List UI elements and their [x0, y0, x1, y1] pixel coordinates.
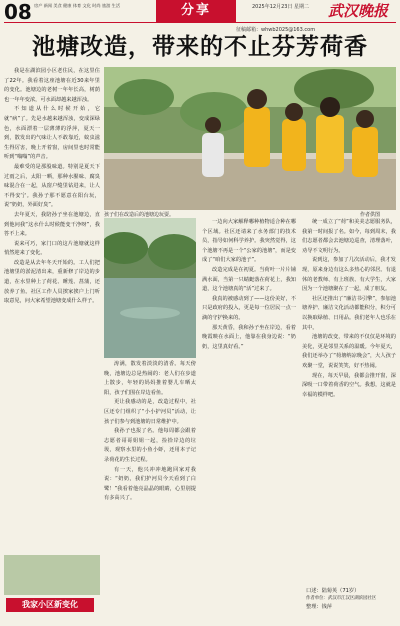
paragraph: 涛满，散发着淡淡的清香。每天傍晚，池塘边总是热闹的：老人们在步道上散步，年轻的妈妈推着婴儿车晒太阳，孩子们围在岸边看鱼。 — [104, 361, 196, 396]
paragraph: 不知道从什么时候开始，它就“病”了。先是水越来越浑浊，变成深绿色，水面漂着一层薄薄的浮萍，夏天一到，散发出的气味让人不敢靠近，蚊虫滋生得厉害，晚上开着窗，房间里也时常能听到“嗡嗡”的声音。 — [4, 106, 100, 161]
paragraph: 说到这，参加了几次活动后，我才发现，原来身边有这么多热心的邻居。有退休的老教师、有上班族、有大学生，大家因为一个池塘聚在了一起，成了朋友。 — [302, 257, 396, 293]
paragraph: 最难受的是那股味道。特别是夏天下过雨之后，太阳一晒，那种水腥味、腐臭味混合在一起，从窗户缝里钻进来，让人不得安宁。我孙子那不愿意在阳台玩，说“奶奶，外面好臭”。 — [4, 163, 100, 209]
article-photo-pond-view — [104, 218, 196, 358]
paragraph: 说来可巧，家门口的这片池塘就这样悄然迎来了变化。 — [4, 240, 100, 257]
article-column-2 — [104, 360, 196, 610]
paragraph: 我是在湖滨园小区老住民，在这里住了22年。我看着这座池塘在近30来年里的变化。池塘边的老树一年年长高，树荫也一年年变浓，可水面却越来越浑浊。 — [4, 68, 100, 103]
article-photo-children-at-pond — [104, 67, 396, 210]
category-strip: 房产 新闻 美食 健康 体育 文化 时尚 旅游 生活 — [34, 3, 121, 8]
paragraph: 一边向大家解释哪种植物适合种在哪个区域。社区还请来了水务部门的技术员，指导如何科学养护。我突然觉得，这个池塘不再是一个“公家的池塘”，而是变成了“咱们大家的池子”。 — [202, 219, 296, 264]
article-headline: 池塘改造，带来的不止芬芳荷香 — [32, 33, 368, 60]
paragraph: 更让我感动的是，改造过程中，社区还专门组织了“小小护河员”活动，让孩子们参与到池塘的日常维护中。 — [104, 399, 196, 425]
photo-credit: 作者供图 — [360, 212, 381, 218]
header-rule — [4, 22, 396, 23]
photo-caption: 孩子们在改造后的池塘边玩耍。 — [104, 212, 175, 218]
author-name: 口述：陆菊英（71岁） — [306, 588, 360, 594]
paragraph: 去年夏天，我陪孙子坐在池塘边，直到他问我“这水什么时候能变干净呀”，我答不上来。 — [4, 211, 100, 238]
paragraph: 我真的被感动到了——这份美好，不只是政府的投入，更是每一位居民一点一滴的守护换来的。 — [202, 295, 296, 321]
issue-date: 2025年12月23日 星期二 — [252, 4, 310, 10]
newspaper-logo: 武汉晚报 — [328, 2, 389, 20]
masthead — [0, 0, 400, 24]
paragraph: 改造完成是在初夏。当荷叶一片片铺满水面，当第一只蜻蜓落在荷花上，我知道，这个池塘真的“活”过来了。 — [202, 266, 296, 293]
article-column-1 — [4, 67, 100, 552]
section-label: 分享 — [156, 0, 236, 22]
paragraph: 有一天，他兴冲冲地跑回家对我说：“奶奶，我们护河员今天看到了白鹭！”我看着他亮晶晶的眼睛，心里别提有多高兴了。 — [104, 466, 196, 502]
paragraph: 改造是从去年冬天开始的。工人们把池塘里的淤泥清出来，重新修了岸边的步道，在水里种上了荷花、睡莲、菖蒲，还放养了鱼。社区工作人员挨家挨户上门听取意见，问大家希望池塘变成什么样子。 — [4, 259, 100, 305]
submission-email: 征稿邮箱：whwb2025@163.com — [236, 27, 316, 33]
article-column-3 — [202, 218, 296, 610]
sidebar-decoration — [4, 555, 100, 595]
paragraph: 现在，每天早晨，我都会推开窗，深深吸一口带着荷香的空气。我想，这就是幸福的模样吧。 — [302, 372, 396, 398]
paragraph: 我孙子也报了名。他每周都会跟着志愿者哥哥姐姐一起，捡拾岸边的垃圾，观察水里的小鱼小虾，还用本子记录荷花的生长过程。 — [104, 428, 196, 463]
author-byline — [306, 587, 376, 611]
paragraph: 统一成立了“荷”和美美志愿服务队，我第一时间报了名。如今，每到周末，我们志愿者都会去池塘边巡查，清理落叶，劝导不文明行为。 — [302, 219, 396, 254]
author-editor: 整理：钱萍 — [306, 604, 332, 610]
paragraph: 社区还推出了“廉洁书引擎”，参加池塘养护、廉洁文化活动都能积分，积分可以换取绿植、日用品。我们老年人也乐在其中。 — [302, 295, 396, 331]
author-address: 作者单位：武汉市江汉区湖滨园社区 — [306, 596, 377, 601]
paragraph: 池塘的改变，带来的不仅仅是环境的美化，更是邻里关系的温暖。今年夏天，我们还举办了“荷塘纳凉晚会”，大人孩子欢聚一堂，说说笑笑，好不热闹。 — [302, 334, 396, 369]
page-number: 08 — [4, 0, 32, 24]
article-column-4 — [302, 218, 396, 584]
section-tag: 我家小区新变化 — [6, 598, 94, 612]
paragraph: 那天黄昏，我和孙子坐在岸边，看着晚霞映在水面上，他靠在我身边说：“奶奶，这里真好看。” — [202, 324, 296, 350]
